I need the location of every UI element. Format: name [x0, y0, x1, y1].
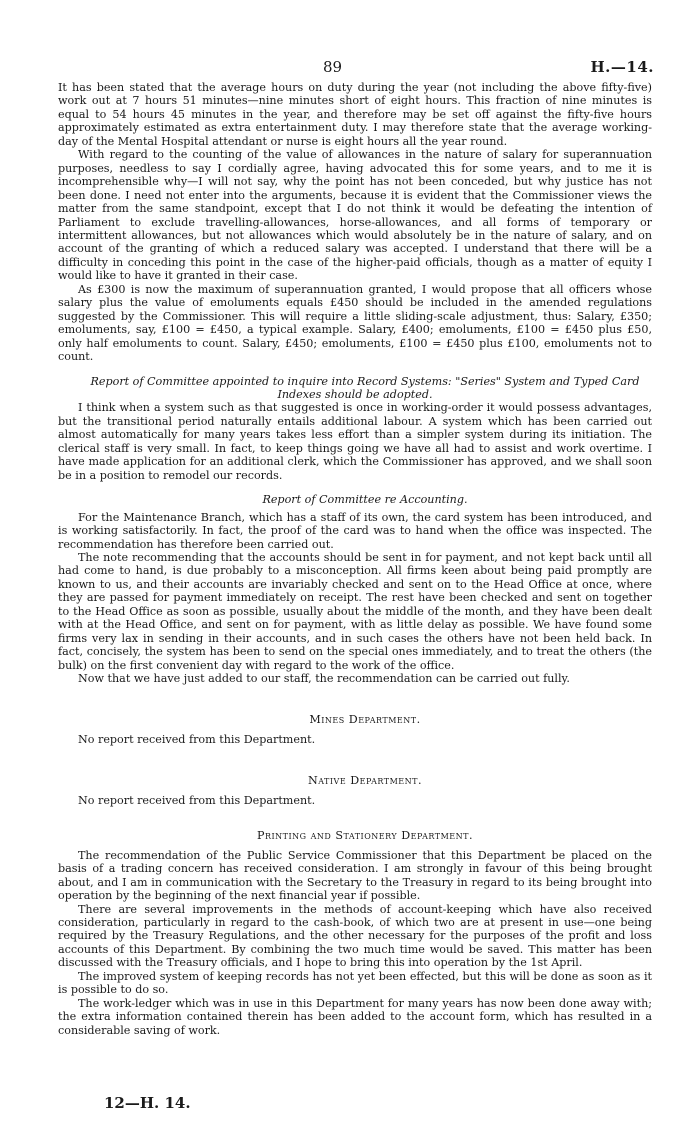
footer-signature: 12—H. 14. [104, 1094, 191, 1112]
native-paragraph: No report received from this Department. [78, 793, 316, 807]
printing-paragraph-4: The work-ledger which was in use in this Department for many years has now been done away with; the extra information contained therein has been added to the account form, which has resulted in a considerable saving of work. [58, 996, 652, 1037]
record-systems-heading: Report of Committee appointed to inquire into Record Systems: "Series" System and Typed Card Indexes should be adopted. [90, 374, 640, 401]
accounting-heading: Report of Committee re Accounting. [262, 493, 468, 507]
printing-paragraph-1: The recommendation of the Public Service Commissioner that this Department be placed on the basis of a trading concern has received consideration. I am strongly in favour of this being brought about, and I am in communication with the Secretary to the Treasury in regard to its being brought into operation by the beginning of the next financial year if possible. [58, 848, 652, 903]
intro-paragraph-2: With regard to the counting of the value of allowances in the nature of salary for superannuation purposes, needless to say I cordially agree, having advocated this for some years, and to me it is incomprehensible why—I will not say, why the point has not been conceded, but why justice has not been done. I need not enter into the arguments, because it is evident that the Commissioner views the matter from the same standpoint, except that I do not think it would be defeating the intention of Parliament to exclude travelling-allowances, horse-allowances, and all forms of temporary or intermittent allowances, but not allowances which would absolutely be in the nature of salary, and on account of the granting of which a reduced salary was accepted. I understand that there will be a difficulty in conceding this point in the case of the higher-paid officials, though as a matter of equity I would like to have it granted in their case. [58, 148, 652, 283]
printing-paragraph-3: The improved system of keeping records has not yet been effected, but this will be done as soon as it is possible to do so. [58, 969, 652, 997]
record-systems-paragraph: I think when a system such as that suggested is once in working-order it would possess advantages, but the transitional period naturally entails additional labour. A system which has been carried out almost automatically for many years takes less effort than a simpler system during its initiation. The clerical staff is very small. In fact, to keep things going we have all had to assist and work overtime. I have made application for an additional clerk, which the Commissioner has approved, and we shall soon be in a position to remodel our records. [58, 401, 652, 482]
accounting-paragraph-2: The note recommending that the accounts should be sent in for payment, and not kept back until all had come to hand, is due probably to a misconception. All firms keen about being paid promptly are known to us, and their accounts are invariably checked and sent on to the Head Office at once, where they are passed for payment immediately on receipt. The rest have been checked and sent on together to the Head Office as soon as possible, usually about the middle of the month, and they have been dealt with at the Head Office, and sent on for payment, with as little delay as possible. We have found some firms very lax in sending in their accounts, and in such cases the others have not been held back. In fact, concisely, the system has been to send on the special ones immediately, and to treat the others (the bulk) on the first convenient day with regard to the work of the office. [58, 550, 652, 672]
accounting-paragraph-1: For the Maintenance Branch, which has a staff of its own, the card system has been introduced, and is working satisfactorily. In fact, the proof of the card was to hand when the office was inspected. The recommendation has therefore been carried out. [58, 510, 652, 551]
mines-heading: Mines Department. [309, 713, 421, 727]
spacer [58, 482, 652, 493]
printing-heading: Printing and Stationery Department. [256, 829, 474, 843]
native-heading: Native Department. [307, 774, 423, 788]
spacer [58, 807, 652, 829]
spacer [58, 746, 652, 774]
intro-paragraph-3: As £300 is now the maximum of superannuation granted, I would propose that all officers whose salary plus the value of emoluments equals £450 should be included in the amended regulations suggested by the Commissioner. This will require a little sliding-scale adjustment, thus: Salary, £350; emoluments, say, £100 = £450, a typical example. Salary, £400; emoluments, £100 = £450 plus £50, only half emoluments to count. Salary, £450; emoluments, £100 = £450 plus £100, emoluments not to count. [58, 282, 652, 364]
spacer [58, 685, 652, 713]
accounting-paragraph-3: Now that we have just added to our staff, the recommendation can be carried out fully. [78, 672, 570, 686]
printing-paragraph-2: There are several improvements in the methods of account-keeping which have also received consideration, particularly in regard to the cash-book, of which two are at present in use—one being required by the Treasury Regulations, and the other necessary for the purposes of the profit and loss accounts of this Department. By combining the two much time would be saved. This matter has been discussed with the Treasury officials, and I hope to bring this into operation by the 1st April. [58, 902, 652, 970]
document-reference: H.—14. [590, 58, 654, 76]
mines-paragraph: No report received from this Department. [78, 732, 316, 746]
document-body [58, 81, 652, 1037]
intro-paragraph-1: It has been stated that the average hours on duty during the year (not including the above fifty-five) work out at 7 hours 51 minutes—nine minutes short of eight hours. This fraction of nine minutes is equal to 54 hours 45 minutes in the year, and therefore may be set off against the fifty-five hours approximately estimated as extra entertainment duty. I may therefore state that the average working-day of the Mental Hospital attendant or nurse is eight hours all the year round. [58, 81, 652, 148]
spacer [58, 364, 652, 375]
page-number: 89 [323, 58, 343, 76]
